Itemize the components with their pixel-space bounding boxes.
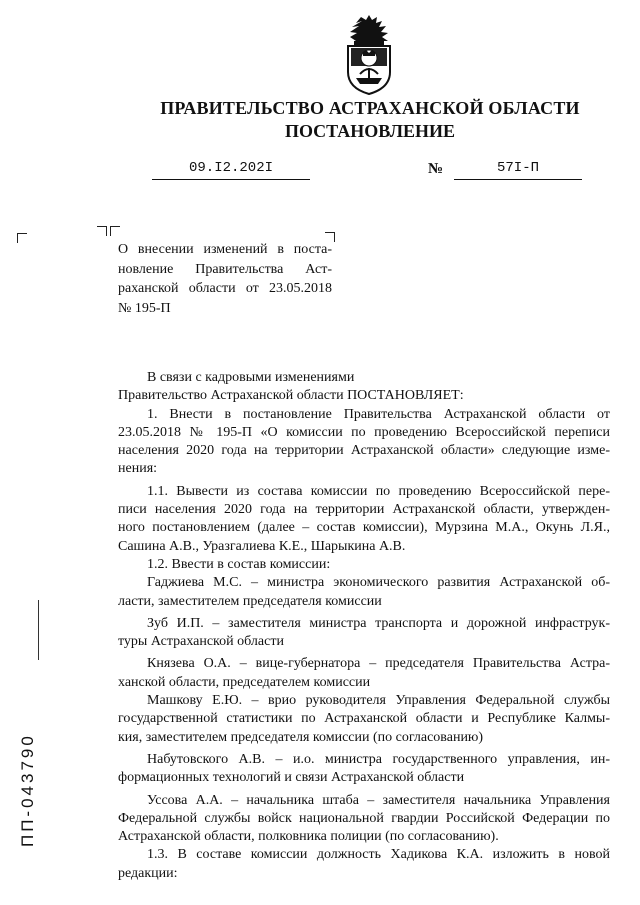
member-line: государственной статистики по Астраханской области и Республике Калмы- bbox=[118, 711, 610, 727]
member-line: ласти, заместителем председателя комиссии bbox=[118, 593, 382, 609]
intro-line: Правительство Астраханской области ПОСТАНОВЛЯЕТ: bbox=[118, 388, 464, 404]
paragraph-1-3-line: 1.3. В составе комиссии должность Хадикова К.А. изложить в новой bbox=[147, 847, 610, 863]
organization-title: ПРАВИТЕЛЬСТВО АСТРАХАНСКОЙ ОБЛАСТИ bbox=[160, 98, 580, 118]
document-subject bbox=[118, 240, 332, 318]
serial-number: ПП-043790 bbox=[18, 733, 37, 847]
paragraph-1-2: 1.2. Ввести в состав комиссии: bbox=[147, 556, 331, 572]
coat-of-arms-icon bbox=[342, 14, 396, 96]
document-type: ПОСТАНОВЛЕНИЕ bbox=[284, 121, 456, 141]
date-underline bbox=[152, 179, 310, 180]
paragraph-1-1-line: Сашина А.В., Уразгалиева К.Е., Шарыкина А.В. bbox=[118, 538, 406, 554]
paragraph-1-line: нения: bbox=[118, 461, 158, 477]
number-underline bbox=[454, 179, 582, 180]
member-line: кия, заместителем председателя комиссии (по согласованию) bbox=[118, 729, 484, 745]
member-line: Набутовского А.В. – и.о. министра государственного управления, ин- bbox=[147, 751, 610, 767]
member-line: ханской области, председателем комиссии bbox=[118, 674, 371, 690]
margin-mark bbox=[38, 600, 39, 660]
number-sign: № bbox=[428, 161, 444, 177]
member-line: Машкову Е.Ю. – врио руководителя Управления Федеральной службы bbox=[147, 693, 610, 709]
subject-line: новление Правительства Аст- bbox=[118, 261, 332, 277]
member-line: Князева О.А. – вице-губернатора – председателя Правительства Астра- bbox=[147, 656, 610, 672]
subject-line: О внесении изменений в поста- bbox=[118, 242, 332, 257]
corner-bracket bbox=[17, 233, 27, 243]
paragraph-1-1-line: 1.1. Вывести из состава комиссии по проведению Всероссийской пере- bbox=[147, 483, 610, 499]
paragraph-1-1-line: писи населения 2020 года на территории Астраханской области, утвержден- bbox=[118, 502, 610, 518]
paragraph-1-line: 23.05.2018 № 195-П «О комиссии по проведению Всероссийской переписи bbox=[118, 424, 610, 440]
paragraph-1-3-line: редакции: bbox=[118, 865, 178, 881]
paragraph-1-line: населения 2020 года на территории Астраханской области» следующие изме- bbox=[118, 443, 610, 459]
corner-bracket bbox=[97, 226, 107, 236]
member-line: Федеральной службы войск национальной гвардии Российской Федерации по bbox=[118, 810, 610, 826]
member-line: Астраханской области, полковника полиции (по согласованию). bbox=[118, 829, 499, 845]
document-body bbox=[118, 369, 610, 883]
paragraph-1-line: 1. Внести в постановление Правительства Астраханской области от bbox=[147, 406, 610, 422]
corner-bracket bbox=[110, 226, 120, 236]
member-line: Зуб И.П. – заместителя министра транспорта и дорожной инфраструк- bbox=[147, 615, 610, 631]
paragraph-1-1-line: ного постановлением (далее – состав комиссии), Мурзина М.А., Окунь Л.Я., bbox=[118, 520, 610, 536]
member-line: Гаджиева М.С. – министра экономического развития Астраханской об- bbox=[147, 575, 610, 591]
document-date: 09.I2.202I bbox=[188, 160, 273, 176]
document-number: 57I-П bbox=[496, 160, 539, 176]
member-line: Уссова А.А. – начальника штаба – заместителя начальника Управления bbox=[147, 792, 610, 808]
member-line: формационных технологий и связи Астраханской области bbox=[118, 770, 465, 786]
subject-line: раханской области от 23.05.2018 bbox=[118, 281, 332, 296]
intro-line: В связи с кадровыми изменениями bbox=[147, 370, 355, 385]
member-line: туры Астраханской области bbox=[118, 634, 284, 650]
subject-line: № 195-П bbox=[118, 300, 171, 316]
